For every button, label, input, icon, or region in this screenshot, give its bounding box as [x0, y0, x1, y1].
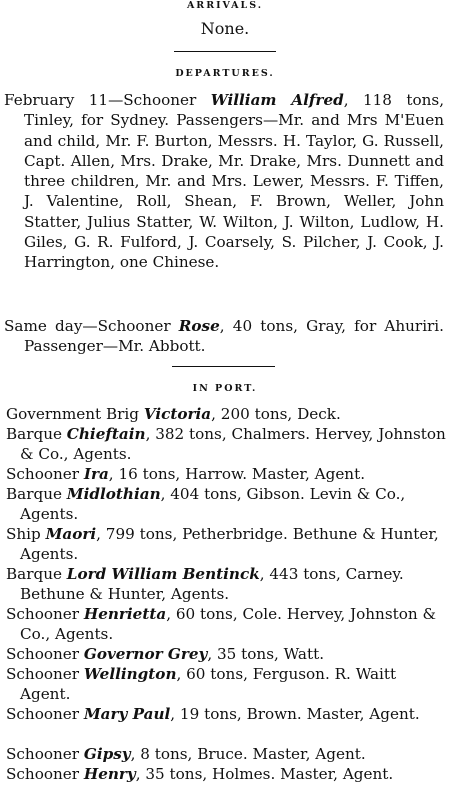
entry-details: , 118 tons, Tinley, for Sydney. Passengers—Mr. and Mrs M'Euen and child, Mr. F. Burton, Messrs. H. Taylor, G. Russell, Capt. Allen, Mrs. Drake, Mr. Drake, Mrs. Dunnett and three children, Mr. and Mrs. Lewer, Messrs. F. Tiffen, J. Valentine, Roll, Shean, F. Brown, Weller, John Statter, Julius Statter, W. Wilton, J. Wilton, Ludlow, H. Giles, G. R. Fulford, J. Coarsely, S. Pilcher, J. Cook, J. Harrington, one Chinese.: [24, 91, 445, 272]
departures-heading: DEPARTURES.: [175, 68, 275, 79]
vessel-name: Henrietta: [83, 605, 167, 623]
vessel-name: Gipsy: [83, 745, 131, 763]
in-port-entry: [6, 524, 446, 564]
vessel-name: Chieftain: [66, 425, 146, 443]
in-port-entry: [6, 744, 446, 764]
vessel-name: Victoria: [143, 405, 212, 423]
in-port-heading: IN PORT.: [192, 383, 258, 394]
entry-details: , 35 tons, Holmes. Master, Agent.: [135, 765, 394, 783]
in-port-entry: [6, 464, 446, 484]
entry-prefix: Schooner: [6, 765, 84, 783]
divider-rule: [174, 51, 276, 52]
entry-prefix: Schooner: [6, 605, 84, 623]
entry-details: , 443 tons, Carney. Bethune & Hunter, Agents.: [20, 565, 404, 603]
entry-details: , 8 tons, Bruce. Master, Agent.: [130, 745, 366, 763]
entry-prefix: Schooner: [6, 665, 84, 683]
entry-details: , 19 tons, Brown. Master, Agent.: [170, 705, 420, 723]
in-port-entry: [6, 484, 446, 524]
entry-prefix: Barque: [6, 425, 67, 443]
vessel-name: Maori: [45, 525, 97, 543]
entry-details: , 35 tons, Watt.: [207, 645, 325, 663]
entry-details: , 404 tons, Gibson. Levin & Co., Agents.: [20, 485, 406, 523]
entry-details: , 60 tons, Ferguson. R. Waitt Agent.: [20, 665, 397, 703]
entry-prefix: Schooner: [6, 705, 84, 723]
vessel-name: Lord William Bentinck: [66, 565, 260, 583]
vessel-name: Ira: [83, 465, 109, 483]
divider-rule: [172, 366, 275, 367]
entry-details: , 60 tons, Cole. Hervey, Johnston & Co., Agents.: [20, 605, 437, 643]
vessel-name: William Alfred: [210, 91, 344, 109]
vessel-name: Rose: [178, 317, 220, 335]
departure-entry: [4, 316, 444, 357]
entry-prefix: Schooner: [6, 465, 84, 483]
entry-details: , 799 tons, Petherbridge. Bethune & Hunter, Agents.: [20, 525, 439, 563]
entry-prefix: Schooner: [6, 645, 84, 663]
entry-details: , 200 tons, Deck.: [211, 405, 341, 423]
in-port-entry: [6, 424, 446, 464]
vessel-name: Midlothian: [66, 485, 161, 503]
arrivals-heading: ARRIVALS.: [186, 0, 264, 11]
vessel-name: Governor Grey: [83, 645, 208, 663]
entry-details: , 382 tons, Chalmers. Hervey, Johnston & Co., Agents.: [20, 425, 446, 463]
entry-prefix: Barque: [6, 485, 67, 503]
vessel-name: Henry: [83, 765, 136, 783]
entry-details: , 40 tons, Gray, for Ahuriri. Passenger—Mr. Abbott.: [24, 317, 444, 356]
in-port-entry: [6, 604, 446, 644]
entry-prefix: Barque: [6, 565, 67, 583]
in-port-entry: [6, 404, 446, 424]
entry-prefix: Same day—Schooner: [4, 317, 179, 335]
in-port-entry: [6, 664, 446, 704]
departure-entry: [4, 90, 444, 273]
entry-prefix: Government Brig: [6, 405, 144, 423]
in-port-entry: [6, 764, 446, 784]
entry-details: , 16 tons, Harrow. Master, Agent.: [108, 465, 366, 483]
vessel-name: Mary Paul: [83, 705, 171, 723]
vessel-name: Wellington: [83, 665, 177, 683]
in-port-entry: [6, 564, 446, 604]
in-port-entry: [6, 704, 446, 724]
arrivals-text: None.: [200, 19, 250, 38]
entry-prefix: Schooner: [6, 745, 84, 763]
entry-prefix: February 11—Schooner: [4, 91, 211, 109]
entry-prefix: Ship: [6, 525, 46, 543]
in-port-entry: [6, 644, 446, 664]
